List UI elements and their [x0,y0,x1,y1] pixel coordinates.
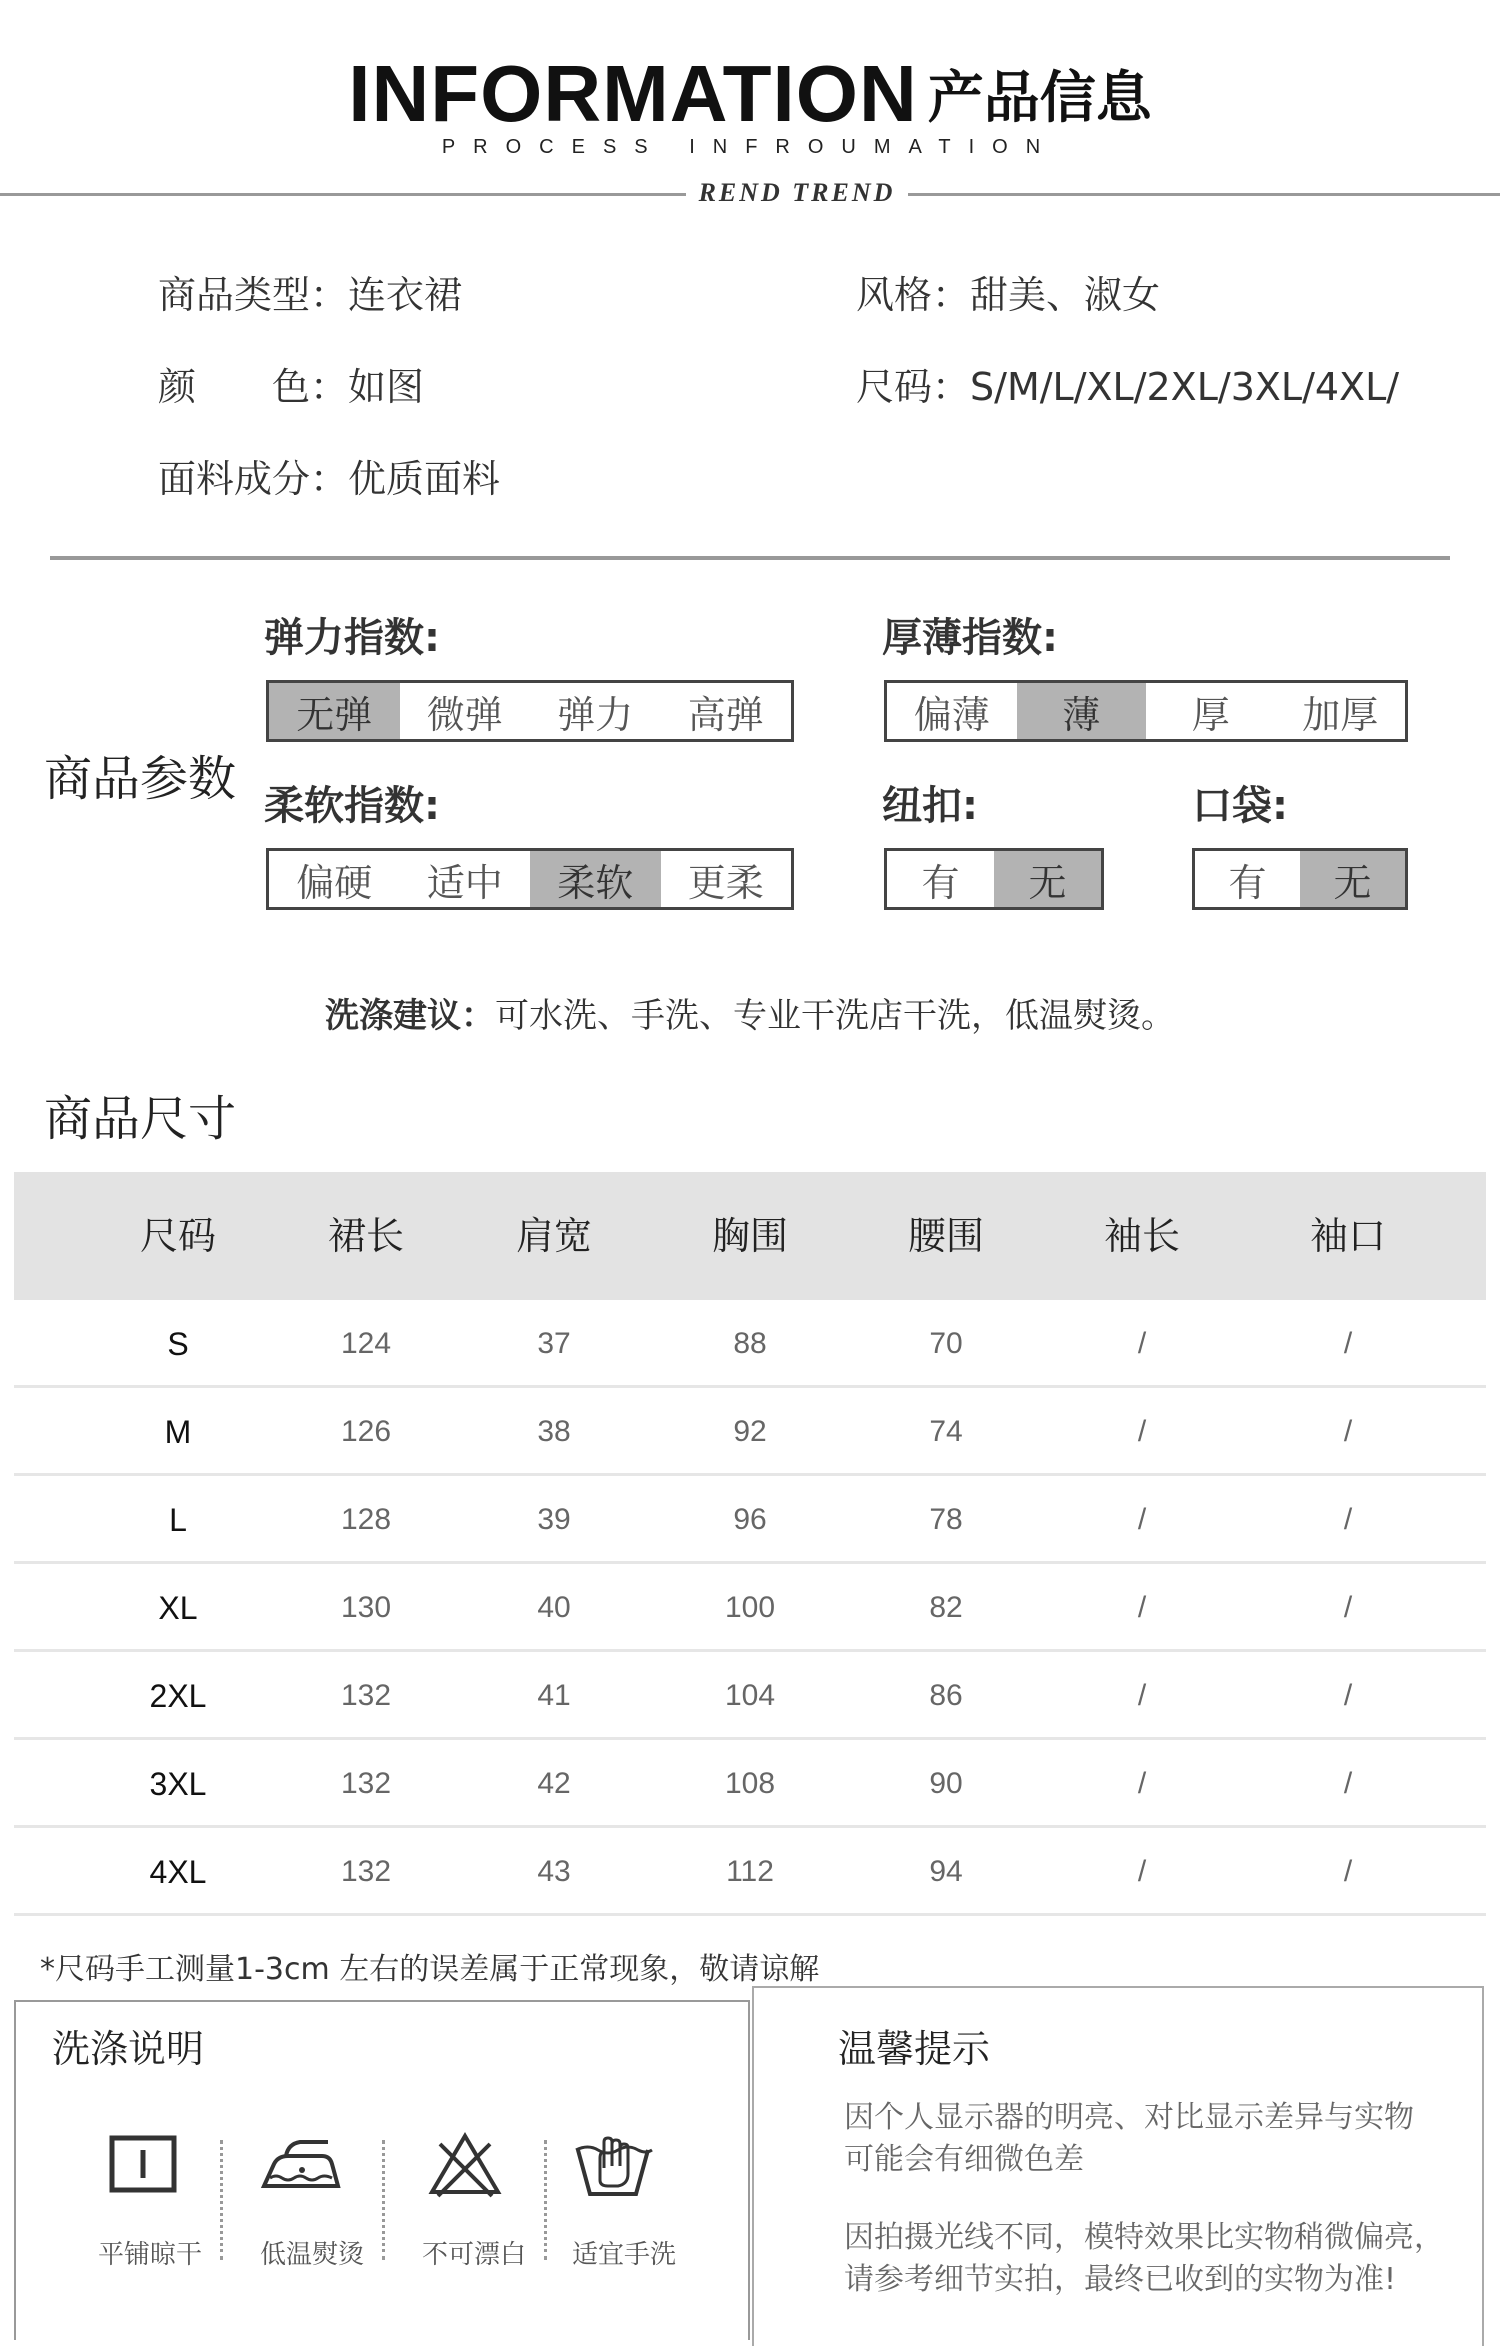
value-cell: 90 [929,1767,963,1800]
info-size [856,356,1399,411]
flat-dry-icon [98,2130,188,2200]
size-cell: S [167,1326,189,1362]
info-type-label: 商品类型： [158,273,349,317]
value-cell: / [1343,1767,1353,1800]
size-table [14,1172,1486,1916]
softness-option: 更柔 [687,860,764,905]
thickness-option: 偏薄 [913,692,990,737]
value-cell: / [1137,1415,1147,1448]
value-cell: 92 [733,1415,767,1448]
value-cell: 132 [340,1855,392,1888]
wash-advice [0,988,1500,1037]
thickness-option: 厚 [1191,692,1230,737]
header-cell: 腰围 [907,1214,985,1258]
value-cell: 126 [340,1415,392,1448]
size-cell: 4XL [149,1854,207,1890]
value-cell: 94 [929,1855,963,1888]
info-style-value: 甜美、淑女 [970,273,1161,317]
elasticity-scale [266,680,794,742]
table-row [14,1300,1486,1388]
pocket-title: 口袋: [1192,783,1288,829]
tip-line: 可能会有细微色差 [844,2142,1084,2177]
header-cell: 袖长 [1103,1214,1181,1258]
no-bleach-icon [420,2130,510,2200]
info-size-label: 尺码： [856,365,971,409]
hand-wash-icon [568,2130,658,2200]
elasticity-option: 无弹 [269,683,400,739]
pocket-option: 有 [1228,860,1267,905]
value-cell: 39 [537,1503,571,1536]
thickness-title: 厚薄指数: [882,615,1058,661]
table-header [14,1172,1486,1300]
thickness-scale [884,680,1408,742]
wash-text: 可水洗、手洗、专业干洗店干洗，低温熨烫。 [495,996,1175,1036]
pocket-scale [1192,848,1408,910]
value-cell: / [1137,1503,1147,1536]
wash-label: 洗涤建议： [325,996,495,1036]
value-cell: 96 [733,1503,767,1536]
value-cell: 37 [537,1327,571,1360]
header-cell: 尺码 [139,1214,217,1258]
info-style-label: 风格： [856,273,971,317]
thickness-option: 加厚 [1302,692,1379,737]
title-cn: 产品信息 [927,66,1152,131]
value-cell: 86 [929,1679,963,1712]
care-title: 洗涤说明 [52,2027,205,2071]
size-section-title: 商品尺寸 [44,1091,237,1147]
value-cell: 43 [537,1855,571,1888]
value-cell: / [1343,1855,1353,1888]
section-divider [50,556,1450,560]
trend-label: REND TREND [698,178,896,207]
header-cell: 裙长 [327,1214,405,1258]
softness-option: 偏硬 [296,860,373,905]
value-cell: / [1343,1503,1353,1536]
value-cell: / [1137,1591,1147,1624]
page-title [0,48,1500,140]
care-label: 不可漂白 [421,2240,527,2270]
info-type [158,264,462,319]
value-cell: 70 [929,1327,963,1360]
care-label: 低温熨烫 [259,2240,365,2270]
header-rule-left [0,193,686,196]
size-cell: L [169,1502,187,1538]
tip-line: 请参考细节实拍，最终已收到的实物为准! [844,2262,1397,2297]
value-cell: 78 [929,1503,963,1536]
info-fabric [158,448,500,503]
value-cell: / [1343,1679,1353,1712]
info-color-value: 如图 [348,365,425,409]
elasticity-option: 微弹 [426,692,503,737]
info-fabric-value: 优质面料 [348,457,501,501]
info-style [856,264,1160,319]
info-color [158,356,424,411]
elasticity-option: 弹力 [557,692,634,737]
tip-line: 因拍摄光线不同，模特效果比实物稍微偏亮， [844,2220,1444,2255]
value-cell: / [1343,1415,1353,1448]
value-cell: 132 [340,1767,392,1800]
value-cell: 132 [340,1679,392,1712]
params-section-title: 商品参数 [44,751,237,807]
value-cell: 108 [724,1767,776,1800]
value-cell: 124 [340,1327,392,1360]
table-row [14,1740,1486,1828]
subtitle: PROCESS INFROUMATION [441,136,1059,158]
size-note: *尺码手工测量1-3cm 左右的误差属于正常现象，敬请谅解 [40,1952,820,1987]
size-cell: XL [158,1590,198,1626]
care-separator [382,2140,385,2260]
value-cell: 112 [726,1855,774,1888]
elasticity-title: 弹力指数: [264,615,440,661]
softness-option: 柔软 [530,851,661,907]
value-cell: 42 [537,1767,571,1800]
care-separator [544,2140,547,2260]
value-cell: 130 [340,1591,392,1624]
thickness-option: 薄 [1017,683,1147,739]
header-rule-right [908,193,1500,196]
size-cell: M [164,1414,192,1450]
header-cell: 袖口 [1309,1214,1387,1258]
info-fabric-label: 面料成分： [158,457,349,501]
value-cell: 100 [724,1591,776,1624]
softness-title: 柔软指数: [264,783,440,829]
value-cell: / [1137,1767,1147,1800]
care-label: 适宜手洗 [571,2240,677,2270]
size-cell: 3XL [149,1766,207,1802]
tips-title: 温馨提示 [838,2027,991,2071]
table-row [14,1652,1486,1740]
low-iron-icon [256,2130,346,2200]
table-row [14,1828,1486,1916]
button-option: 无 [994,851,1101,907]
size-cell: 2XL [149,1678,207,1714]
value-cell: 128 [340,1503,392,1536]
value-cell: 40 [537,1591,571,1624]
table-body [14,1300,1486,1916]
header-cell: 胸围 [711,1214,789,1258]
value-cell: / [1137,1327,1147,1360]
value-cell: 82 [929,1591,963,1624]
button-title: 纽扣: [882,783,978,829]
table-row [14,1564,1486,1652]
table-row [14,1388,1486,1476]
button-option: 有 [921,860,960,905]
table-row [14,1476,1486,1564]
value-cell: 41 [537,1679,571,1712]
value-cell: / [1343,1327,1353,1360]
header-cell: 肩宽 [515,1214,593,1258]
elasticity-option: 高弹 [687,692,764,737]
softness-option: 适中 [426,860,503,905]
button-scale [884,848,1104,910]
info-color-label: 颜 色： [158,365,349,409]
care-separator [220,2140,223,2260]
tip-line: 因个人显示器的明亮、对比显示差异与实物 [844,2100,1414,2135]
pocket-option: 无 [1300,851,1405,907]
info-size-value: S/M/L/XL/2XL/3XL/4XL/ [970,365,1400,409]
softness-scale [266,848,794,910]
value-cell: 74 [929,1415,963,1448]
info-type-value: 连衣裙 [348,273,463,317]
value-cell: 38 [537,1415,571,1448]
value-cell: / [1137,1679,1147,1712]
care-label: 平铺晾干 [97,2240,203,2270]
value-cell: 104 [724,1679,776,1712]
value-cell: / [1343,1591,1353,1624]
title-en: INFORMATION [348,49,918,138]
value-cell: 88 [733,1327,767,1360]
value-cell: / [1137,1855,1147,1888]
